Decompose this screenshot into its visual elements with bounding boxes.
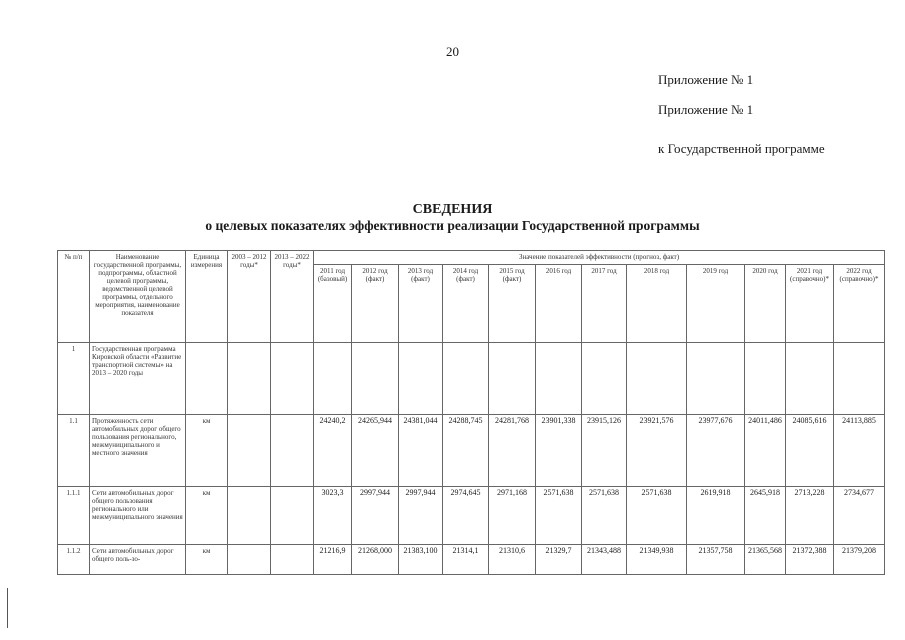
table-row: [58, 343, 885, 415]
row-num: 1.1.2: [58, 545, 90, 575]
row-value: [399, 343, 443, 415]
header-values-group: Значение показателей эффективности (прогноз, факт): [314, 251, 885, 265]
row-name: Сети автомобильных дорог общего пользования регионального или межмуниципального значения: [90, 487, 186, 545]
row-name: Государственная программа Кировской области «Развитие транспортной системы» на 2013 – 2020 годы: [90, 343, 186, 415]
appendix-line-2: Приложение № 1: [658, 102, 754, 117]
header-year: 2022 год (справочно)*: [834, 265, 885, 343]
header-year: 2021 год (справочно)*: [786, 265, 834, 343]
row-value: [443, 343, 489, 415]
header-unit: Единица измерения: [186, 251, 228, 343]
header-year: 2012 год (факт): [352, 265, 399, 343]
row-value: 21268,000: [352, 545, 399, 575]
row-value: 24281,768: [489, 415, 536, 487]
row-value: [536, 343, 582, 415]
row-value: 21329,7: [536, 545, 582, 575]
row-unit: [186, 343, 228, 415]
row-value: 24288,745: [443, 415, 489, 487]
header-year: 2011 год (базовый): [314, 265, 352, 343]
row-2003-2012: [228, 545, 271, 575]
row-2003-2012: [228, 487, 271, 545]
scan-edge-mark: [7, 588, 8, 628]
header-year: 2015 год (факт): [489, 265, 536, 343]
row-value: [582, 343, 627, 415]
row-value: 21357,758: [687, 545, 745, 575]
row-value: 24113,885: [834, 415, 885, 487]
row-value: 2997,944: [352, 487, 399, 545]
row-value: 23915,126: [582, 415, 627, 487]
row-value: 21365,568: [745, 545, 786, 575]
row-value: 21343,488: [582, 545, 627, 575]
row-num: 1: [58, 343, 90, 415]
row-value: [745, 343, 786, 415]
row-value: 21310,6: [489, 545, 536, 575]
row-value: [314, 343, 352, 415]
row-num: 1.1: [58, 415, 90, 487]
row-value: 2734,677: [834, 487, 885, 545]
indicators-table: [57, 250, 885, 575]
row-value: 2619,918: [687, 487, 745, 545]
row-value: 2971,168: [489, 487, 536, 545]
row-unit: км: [186, 415, 228, 487]
row-value: 2645,918: [745, 487, 786, 545]
row-value: 21349,938: [627, 545, 687, 575]
row-2013-2022: [271, 343, 314, 415]
row-value: 24265,944: [352, 415, 399, 487]
row-2003-2012: [228, 343, 271, 415]
table-row: [58, 545, 885, 575]
appendix-line-1: Приложение № 1: [658, 72, 754, 87]
header-year: 2017 год: [582, 265, 627, 343]
appendix-line-3: к Государственной программе: [658, 141, 825, 156]
row-value: 24381,044: [399, 415, 443, 487]
row-value: 21379,208: [834, 545, 885, 575]
header-year: 2018 год: [627, 265, 687, 343]
row-value: [687, 343, 745, 415]
row-value: [352, 343, 399, 415]
row-2013-2022: [271, 415, 314, 487]
header-name: Наименование государственной программы, подпрограммы, областной целевой программы, ведомственной целевой программы, отдельного мероприятия, наименование показателя: [90, 251, 186, 343]
row-value: [489, 343, 536, 415]
row-value: 2571,638: [536, 487, 582, 545]
row-value: 2974,645: [443, 487, 489, 545]
row-value: 23921,576: [627, 415, 687, 487]
row-2013-2022: [271, 545, 314, 575]
row-num: 1.1.1: [58, 487, 90, 545]
header-year: 2013 год (факт): [399, 265, 443, 343]
header-num: № п/п: [58, 251, 90, 343]
row-unit: км: [186, 545, 228, 575]
row-value: 23977,676: [687, 415, 745, 487]
row-value: 23901,338: [536, 415, 582, 487]
page-number: 20: [446, 44, 459, 59]
row-value: 24085,616: [786, 415, 834, 487]
row-value: [834, 343, 885, 415]
table-row: [58, 487, 885, 545]
row-value: 2571,638: [627, 487, 687, 545]
row-value: 24240,2: [314, 415, 352, 487]
row-2013-2022: [271, 487, 314, 545]
row-value: [786, 343, 834, 415]
row-name: Протяженность сети автомобильных дорог общего пользования регионального, межмуниципального и местного значения: [90, 415, 186, 487]
row-value: 21372,388: [786, 545, 834, 575]
row-value: 3023,3: [314, 487, 352, 545]
header-2003-2012: 2003 – 2012 годы*: [228, 251, 271, 343]
row-value: 24011,486: [745, 415, 786, 487]
row-unit: км: [186, 487, 228, 545]
row-value: [627, 343, 687, 415]
document-subtitle: о целевых показателях эффективности реализации Государственной программы: [205, 218, 700, 233]
document-title: СВЕДЕНИЯ: [412, 202, 493, 217]
row-value: 2571,638: [582, 487, 627, 545]
header-year: 2020 год: [745, 265, 786, 343]
header-year: 2016 год: [536, 265, 582, 343]
row-value: 21383,100: [399, 545, 443, 575]
header-2013-2022: 2013 – 2022 годы*: [271, 251, 314, 343]
row-value: 21314,1: [443, 545, 489, 575]
row-value: 2997,944: [399, 487, 443, 545]
header-year: 2014 год (факт): [443, 265, 489, 343]
row-value: 21216,9: [314, 545, 352, 575]
table-row: [58, 415, 885, 487]
header-year: 2019 год: [687, 265, 745, 343]
row-2003-2012: [228, 415, 271, 487]
row-value: 2713,228: [786, 487, 834, 545]
row-name: Сети автомобильных дорог общего поль-зо-: [90, 545, 186, 575]
